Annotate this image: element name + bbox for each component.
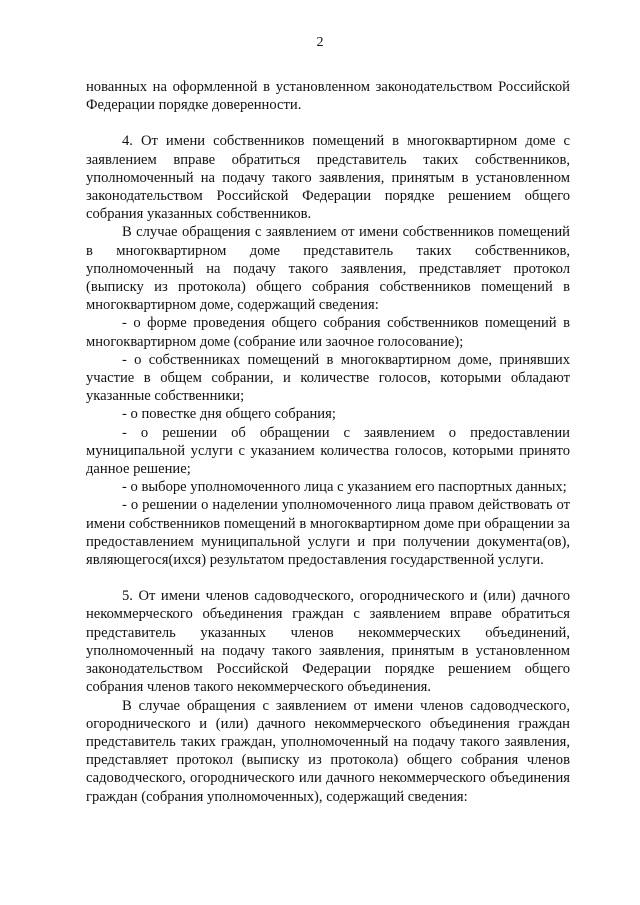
- page-number: 2: [316, 35, 324, 50]
- paragraph-association-representative: В случае обращения с заявлением от имени членов садоводческого, огороднического и (или) дачного некоммерческого объединения граждан представитель таких граждан, уполномоченный на подачу такого заявления, представляет протокол (выписку из протокола) общего собрания членов садоводческого, огороднического или дачного некоммерческого объединения граждан (собрания уполномоченных), содержащий сведения:: [86, 697, 570, 805]
- paragraph-item-5: 5. От имени членов садоводческого, огороднического и (или) дачного некоммерческого объединения граждан с заявлением вправе обратиться представитель указанных членов некоммерческих объединений, уполномоченный на подачу такого заявления, принятым в установленном законодательством Российской Федерации порядке решением общего собрания членов такого некоммерческого объединения.: [86, 588, 570, 696]
- list-item-decision: - о решении об обращении с заявлением о предоставлении муниципальной услуги с указанием количества голосов, которыми принято данное решение;: [86, 424, 570, 478]
- paragraph-owners-representative: В случае обращения с заявлением от имени собственников помещений в многоквартирном доме представитель таких собственников, уполномоченный на подачу такого заявления, представляет протокол (выписку из протокола) общего собрания собственников помещений в многоквартирном доме, содержащий сведения:: [86, 224, 570, 314]
- document-body: [86, 78, 570, 806]
- list-item-participants: - о собственниках помещений в многоквартирном доме, принявших участие в общем собрании, и количестве голосов, которыми обладают указанные собственники;: [86, 351, 570, 405]
- paragraph-continuation: нованных на оформленной в установленном законодательством Российской Федерации порядке доверенности.: [86, 79, 570, 114]
- list-item-meeting-form: - о форме проведения общего собрания собственников помещений в многоквартирном доме (собрание или заочное голосование);: [86, 315, 570, 350]
- list-item-authorization: - о решении о наделении уполномоченного лица правом действовать от имени собственников помещений в многоквартирном доме при обращении за предоставлением муниципальной услуги и при получении документа(ов), являющегося(ихся) результатом предоставления государственной услуги.: [86, 497, 570, 569]
- paragraph-item-4: 4. От имени собственников помещений в многоквартирном доме с заявлением вправе обратиться представитель таких собственников, уполномоченный на подачу такого заявления, принятым в установленном законодательством Российской Федерации порядке решением общего собрания указанных собственников.: [86, 133, 570, 223]
- list-item-authorized-person: - о выборе уполномоченного лица с указанием его паспортных данных;: [122, 479, 567, 496]
- list-item-agenda: - о повестке дня общего собрания;: [122, 406, 336, 423]
